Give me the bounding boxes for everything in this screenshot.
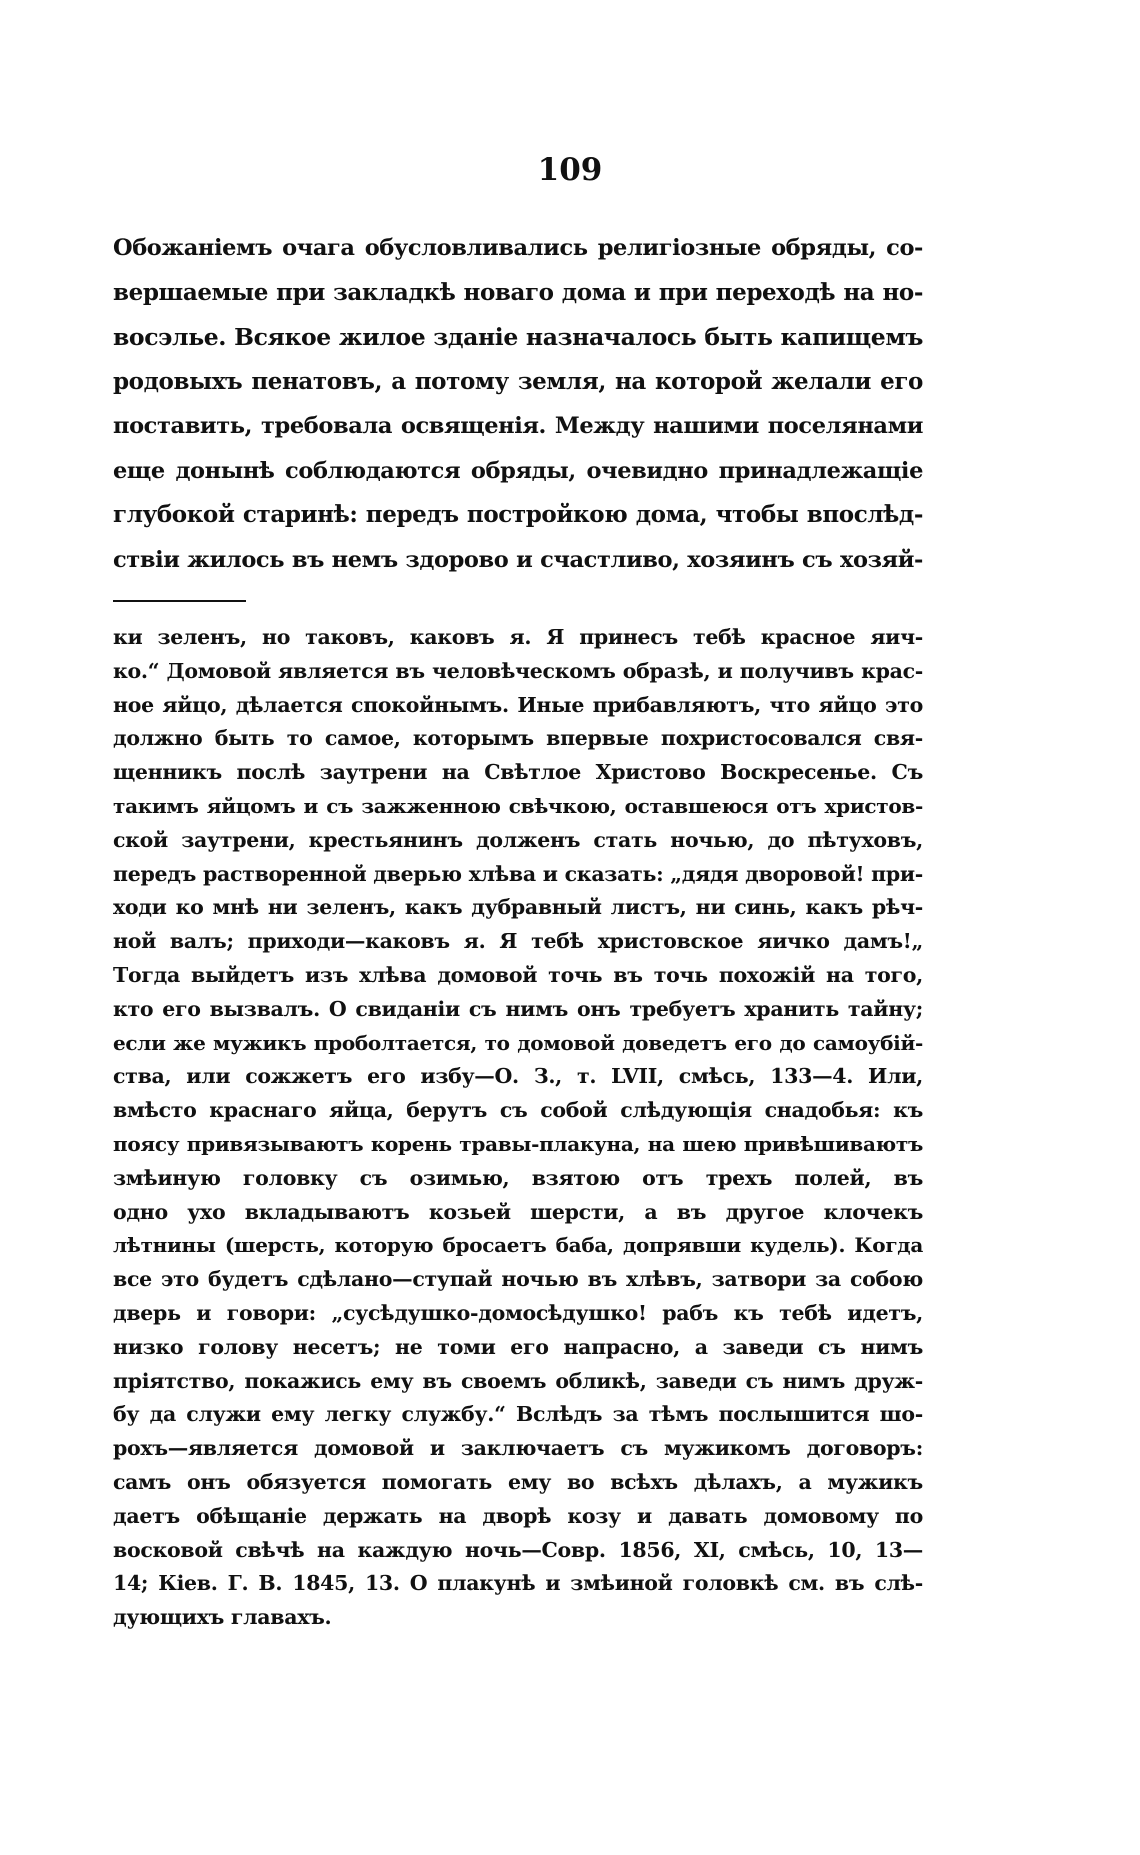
body-text-line: восэлье. Всякое жилое зданіе назначалось быть капищемъ xyxy=(113,323,923,351)
footnote-line: ской заутрени, крестьянинъ долженъ стать ночью, до пѣтуховъ, xyxy=(113,827,923,852)
footnote-line: низко голову несетъ; не томи его напрасно, а заведи съ нимъ xyxy=(113,1334,923,1359)
footnote-line: кто его вызвалъ. О свиданіи съ нимъ онъ требуетъ хранить тайну; xyxy=(113,996,923,1021)
footnote-line: Тогда выйдетъ изъ хлѣва домовой точь въ точь похожій на того, xyxy=(113,962,923,987)
page-number: 109 xyxy=(537,152,603,188)
body-text-line: родовыхъ пенатовъ, а потому земля, на которой желали его xyxy=(113,367,923,395)
footnote-line: самъ онъ обязуется помогать ему во всѣхъ дѣлахъ, а мужикъ xyxy=(113,1469,923,1494)
body-text-line: ствіи жилось въ немъ здорово и счастливо, хозяинъ съ хозяй- xyxy=(113,546,923,573)
body-text-line: поставить, требовала освященія. Между нашими поселянами xyxy=(113,413,923,439)
body-text-line: еще донынѣ соблюдаются обряды, очевидно принадлежащіе xyxy=(113,457,923,484)
footnote-line: дующихъ главахъ. xyxy=(113,1605,332,1630)
footnote-line: передъ растворенной дверью хлѣва и сказать: „дядя дворовой! при- xyxy=(113,861,923,886)
body-text-line: вершаемые при закладкѣ новаго дома и при переходѣ на но- xyxy=(113,278,923,306)
footnote-line: пріятство, покажись ему въ своемъ обликѣ, заведи съ нимъ друж- xyxy=(113,1368,923,1393)
body-text-line: глубокой старинѣ: передъ постройкою дома, чтобы впослѣд- xyxy=(113,501,923,528)
footnote-line: ное яйцо, дѣлается спокойнымъ. Иные прибавляютъ, что яйцо это xyxy=(113,692,923,717)
footnote-line: ной валъ; приходи—каковъ я. Я тебѣ христовское яичко дамъ!„ xyxy=(113,929,923,954)
footnote-line: бу да служи ему легку службу.“ Вслѣдъ за тѣмъ послышится шо- xyxy=(113,1402,923,1427)
footnote-line: дверь и говори: „сусѣдушко-домосѣдушко! рабъ къ тебѣ идетъ, xyxy=(113,1300,923,1325)
main-text xyxy=(113,226,923,582)
footnote-line: если же мужикъ проболтается, то домовой доведетъ его до самоубій- xyxy=(113,1030,923,1055)
footnote-line: поясу привязываютъ корень травы-плакуна, на шею привѣшиваютъ xyxy=(113,1131,923,1156)
footnote-line: одно ухо вкладываютъ козьей шерсти, а въ другое клочекъ xyxy=(113,1199,923,1224)
footnote-line: восковой свѣчѣ на каждую ночь—Совр. 1856, XI, смѣсь, 10, 13— xyxy=(113,1537,923,1562)
footnote-line: даетъ обѣщаніе держать на дворѣ козу и давать домовому по xyxy=(113,1503,923,1528)
footnote-text xyxy=(113,621,923,1635)
footnote-line: ства, или сожжетъ его избу—О. З., т. LVII, смѣсь, 133—4. Или, xyxy=(113,1064,923,1089)
body-text-line: Обожаніемъ очага обусловливались религіозные обряды, со- xyxy=(113,235,923,261)
footnote-line: ко.“ Домовой является въ человѣческомъ образѣ, и получивъ крас- xyxy=(113,658,923,683)
footnote-line: щенникъ послѣ заутрени на Свѣтлое Христово Воскресенье. Съ xyxy=(113,760,923,785)
footnote-line: ки зеленъ, но таковъ, каковъ я. Я принесъ тебѣ красное яич- xyxy=(113,625,923,649)
footnote-line: должно быть то самое, которымъ впервые похристосовался свя- xyxy=(113,726,923,751)
footnote-line: все это будетъ сдѣлано—ступай ночью въ хлѣвъ, затвори за собою xyxy=(113,1267,923,1292)
footnote-line: лѣтнины (шерсть, которую бросаетъ баба, допрявши кудель). Когда xyxy=(113,1233,923,1258)
footnote-line: рохъ—является домовой и заключаетъ съ мужикомъ договоръ: xyxy=(113,1436,923,1461)
footnote-line: 14; Кіев. Г. В. 1845, 13. О плакунѣ и змѣиной головкѣ см. въ слѣ- xyxy=(113,1571,923,1596)
footnote-separator xyxy=(113,600,246,602)
footnote-line: змѣиную головку съ озимью, взятою отъ трехъ полей, въ xyxy=(113,1165,923,1190)
footnote-line: вмѣсто краснаго яйца, берутъ съ собой слѣдующія снадобья: къ xyxy=(113,1098,923,1123)
footnote-line: такимъ яйцомъ и съ зажженною свѣчкою, оставшеюся отъ христов- xyxy=(113,793,923,818)
footnote-line: ходи ко мнѣ ни зеленъ, какъ дубравный листъ, ни синь, какъ рѣч- xyxy=(113,895,923,920)
